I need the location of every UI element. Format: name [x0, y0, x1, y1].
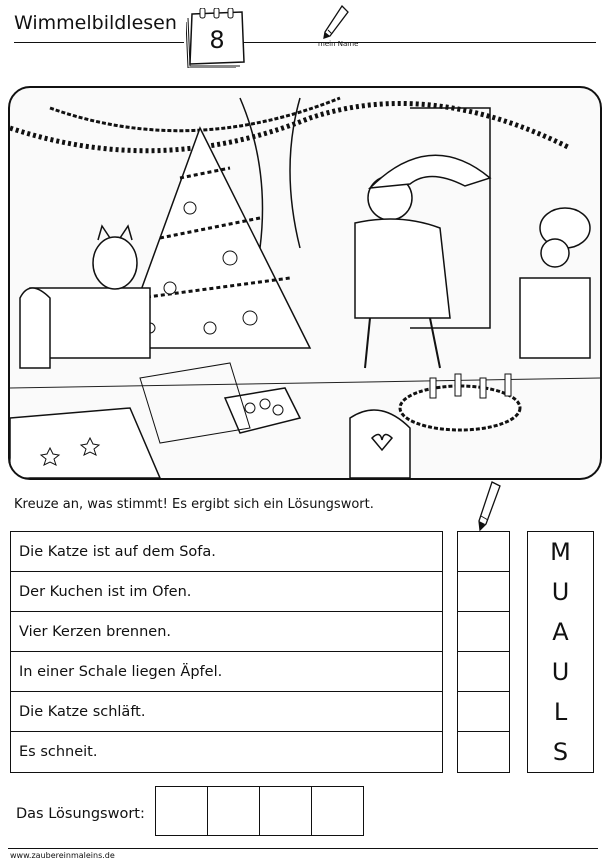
title-underline: [14, 42, 184, 43]
pencil-icon: [320, 4, 350, 44]
answer-checkbox[interactable]: [458, 572, 509, 612]
solution-letter-box[interactable]: [208, 787, 260, 835]
statements-table: [10, 531, 443, 773]
solution-letter: L: [553, 698, 568, 726]
statement-row: Es schneit.: [19, 744, 98, 760]
letters-column: [527, 531, 594, 773]
name-label: mein Name: [318, 40, 359, 48]
solution-letter: U: [551, 578, 570, 606]
worksheet-number: 8: [209, 26, 225, 54]
solution-letter-box[interactable]: [156, 787, 208, 835]
solution-label: Das Lösungswort:: [16, 806, 145, 822]
footer-divider: [8, 848, 598, 849]
answer-checkbox[interactable]: [458, 612, 509, 652]
statement-row: In einer Schale liegen Äpfel.: [11, 652, 442, 692]
solution-letter: S: [552, 738, 569, 766]
answer-checkbox[interactable]: [458, 652, 509, 692]
statement-row: Die Katze ist auf dem Sofa.: [11, 532, 442, 572]
statement-row: Der Kuchen ist im Ofen.: [11, 572, 442, 612]
statement-row: Die Katze schläft.: [11, 692, 442, 732]
solution-word-boxes: [155, 786, 364, 836]
footer-url: www.zaubereinmaleins.de: [10, 851, 115, 860]
answer-checkbox[interactable]: [458, 692, 509, 732]
solution-letter-box[interactable]: [260, 787, 312, 835]
christmas-scene-picture: [8, 86, 602, 480]
worksheet-title: Wimmelbildlesen: [14, 12, 177, 34]
statement-row: Vier Kerzen brennen.: [11, 612, 442, 652]
solution-letter: M: [550, 538, 571, 566]
instruction-text: Kreuze an, was stimmt! Es ergibt sich ein Lösungswort.: [14, 497, 374, 512]
pencil-icon: [472, 480, 504, 532]
calendar-sheet: [186, 8, 248, 68]
checkbox-column: [457, 531, 510, 773]
answer-checkbox[interactable]: [458, 532, 509, 572]
answer-checkbox[interactable]: [458, 732, 509, 772]
solution-letter-box[interactable]: [312, 787, 363, 835]
solution-letter: A: [552, 618, 569, 646]
christmas-scene-icon: [10, 88, 600, 478]
name-line: [238, 42, 596, 43]
solution-letter: U: [551, 658, 570, 686]
